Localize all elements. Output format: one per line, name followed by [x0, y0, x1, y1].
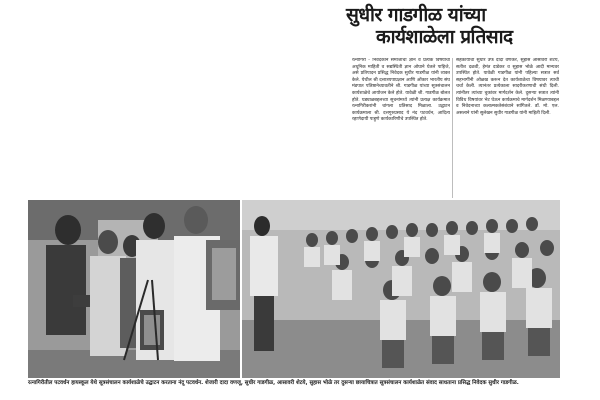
photo-caption: रत्नागिरीतील पटवर्धन हायस्कूल येथे सूत्रसंचालन कार्यशाळेचे उद्घाटन करताना नंदू पटवर्धन. शेजारी दादा वणजू, सुधीर गाडगीळ, आसावरी शेटये, सुहास भोळे तर दुसऱ्या छायाचित्रात सूत्रसंचालन कार्यशाळेत संवाद साधताना प्रसिद्ध निवेदक सुधीर गाडगीळ. [28, 380, 519, 386]
inauguration-photo [28, 200, 240, 378]
workshop-audience-photo [242, 200, 560, 378]
headline-line-1: सुधीर गाडगीळ यांच्या [346, 4, 486, 26]
headline-line-2: कार्यशाळेला प्रतिसाद [376, 26, 513, 48]
article-headline [346, 4, 560, 48]
article-column-1: रत्नागिरी - निवेदकाने समाजाचा ज्ञान व प्रत्येक विषयांचा अधूनिक माहिती व सद्यस्थिती ज्ञान ओघाने घेतले पाहिजे, असे प्रतिपादन प्रसिद्ध निवेदक सुधीर गाडगीळ यांनी व्यक्त केले. येथील श्री दत्तात्रयपाप्रज्ञान आणि ओंकार भारतीय संघ मंडपात पतिष्ठानेच्यावतीने श्री. गाडगीळ यांच्या सूत्रसंचालन कार्यशाळेचे आयोजन केले होते. यावेळी श्री. गाडगीळ बोलत होते. घड्याळबद्दलच्या सूचनांमध्ये त्यांनी प्रत्यक्ष कार्यक्रमात रत्नागिरीकरांनी चांगला प्रतिसाद मिळाला. उद्घाटन कार्यक्रमाला श्री. दत्तगुरुप्रसाद ये नंद पटवर्धन, आदित्य रहाणेदायी पाहुणे कार्यकारिणीचे उपस्थित होते. [352, 58, 450, 123]
article-column-2: सहकार्यांचा सुधीर उर्फ दादा वणकर, सुहास आसावरी शेटये, सतीश दळवी, हेमंत दाडेकर व सुहास भोळे आदी मान्यवर उपस्थित होते. यावेळी गाडगीळ यांनी पहिल्या सत्रात सर्व सहभागींनी ओळख करून देत कार्यशाळेचा विषयावर त्याची चर्चा केली. त्यानंतर प्रत्येकाला सादरीकरणाची संधी दिली. त्यांनीतर त्यांच्या चुकांवर मार्गदर्शन केले. दुसऱ्या सत्रात त्यांनी विविध विषयांवर भेट घेऊन कार्यक्रमाचे मार्गदर्शन मिळण्याबद्दल व निवेदनाच्या कलात्मकतेसंबंधाने सांगितले. डॉ. मो. एल. असलाने यांनी सुलेखन सुधीर गाडगीळ यांनी माहिती दिली. [456, 58, 559, 116]
column-divider [452, 58, 453, 198]
